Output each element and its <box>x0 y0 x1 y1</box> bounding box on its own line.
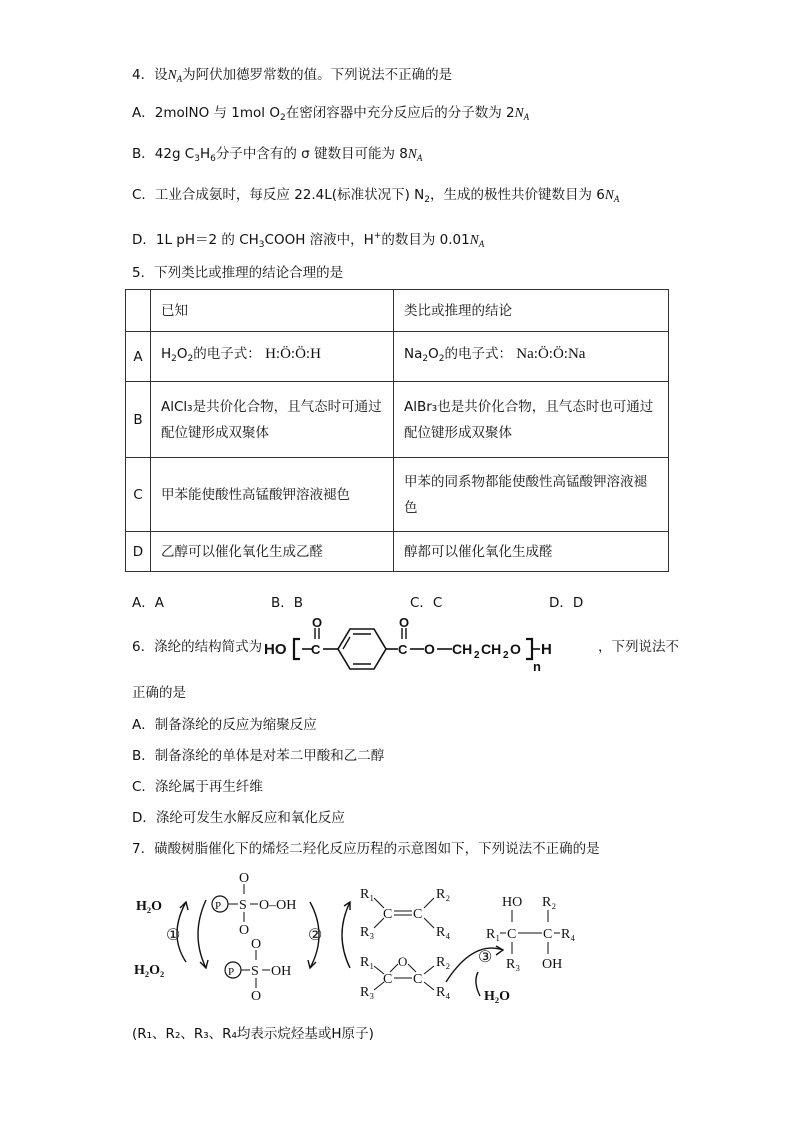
q5-table <box>125 289 669 572</box>
structure-ho: HO <box>264 641 287 658</box>
row-d-known: 乙醇可以催化氧化生成乙醛 <box>151 532 394 572</box>
svg-text:O: O <box>239 871 250 886</box>
step3-arrow <box>446 948 503 982</box>
svg-text:H: H <box>541 641 552 658</box>
svg-text:CH: CH <box>452 641 473 657</box>
q6-option-d: D．涤纶可发生水解反应和氧化反应 <box>132 810 345 826</box>
svg-text:R₃: R₃ <box>360 985 375 1000</box>
svg-text:2: 2 <box>474 650 480 661</box>
svg-text:S: S <box>251 964 259 979</box>
svg-text:C: C <box>413 972 423 987</box>
row-label: C <box>126 458 151 532</box>
svg-text:P: P <box>228 966 235 978</box>
table-row-c <box>126 458 669 532</box>
h2o2-electron-formula: H:Ö:Ö:H <box>265 346 321 362</box>
table-header-blank <box>126 290 151 332</box>
q7-footnote: (R₁、R₂、R₃、R₄均表示烷烃基或H原子) <box>132 1026 374 1042</box>
step2-arrow-right <box>342 902 350 968</box>
svg-text:O–OH: O–OH <box>259 898 297 913</box>
svg-text:R₄: R₄ <box>561 927 576 942</box>
svg-text:O: O <box>399 615 410 630</box>
svg-text:R₃: R₃ <box>506 957 521 972</box>
q4-option-a: A．2molNO 与 1mol $O_2$在密闭容器中充分反应后的分子数为 $2N_A$ <box>132 105 530 123</box>
svg-text:R₁: R₁ <box>360 955 375 970</box>
table-row-b <box>126 382 669 458</box>
q6-option-b: B．制备涤纶的单体是对苯二甲酸和乙二醇 <box>132 748 385 764</box>
dihydroxylation-mechanism-diagram <box>128 870 598 1010</box>
row-c-known: 甲苯能使酸性高锰酸钾溶液褪色 <box>151 458 394 532</box>
svg-text:S: S <box>239 898 247 913</box>
table-row-d <box>126 532 669 572</box>
svg-text:2: 2 <box>503 650 509 661</box>
left-bracket <box>294 639 300 659</box>
svg-text:R₄: R₄ <box>436 925 451 940</box>
table-header-conclusion: 类比或推理的结论 <box>394 290 669 332</box>
carbonyl-c: C <box>311 642 321 657</box>
svg-text:O: O <box>239 923 250 938</box>
svg-text:C: C <box>543 927 553 942</box>
step-3-label: ③ <box>478 949 493 966</box>
row-d-conclusion: 醇都可以催化氧化生成醛 <box>394 532 669 572</box>
svg-text:R₃: R₃ <box>360 925 375 940</box>
q6-stem-post: ，下列说法不 <box>598 639 679 655</box>
svg-text:R₁: R₁ <box>360 887 375 902</box>
q7-stem: 7．磺酸树脂催化下的烯烃二羟化反应历程的示意图如下，下列说法不正确的是 <box>132 841 600 857</box>
h2o-bottom-label: H₂O <box>484 989 510 1004</box>
benzene-ring <box>338 629 386 669</box>
table-header-row <box>126 290 669 332</box>
q5-option-b: B．B <box>271 595 304 611</box>
h2o-label: H₂O <box>136 899 162 914</box>
svg-text:O: O <box>312 615 323 630</box>
q5-stem: 5．下列类比或推理的结论合理的是 <box>132 265 344 281</box>
q5-option-c: C．C <box>410 595 443 611</box>
svg-text:R₂: R₂ <box>436 887 451 902</box>
svg-text:O: O <box>251 989 262 1004</box>
svg-text:n: n <box>533 659 541 674</box>
svg-text:CH: CH <box>481 641 502 657</box>
q6-option-a: A．制备涤纶的反应为缩聚反应 <box>132 717 317 733</box>
svg-text:OH: OH <box>542 957 563 972</box>
svg-text:O: O <box>251 937 262 952</box>
row-b-conclusion: AlBr₃也是共价化合物，且气态时也可通过配位键形成双聚体 <box>394 382 669 458</box>
h2o2-label: H₂O₂ <box>134 963 165 978</box>
svg-text:P: P <box>215 900 222 912</box>
row-c-conclusion: 甲苯的同系物都能使酸性高锰酸钾溶液褪色 <box>394 458 669 532</box>
q6-stem-cont: 正确的是 <box>132 685 186 701</box>
svg-text:C: C <box>383 972 393 987</box>
table-header-known: 已知 <box>151 290 394 332</box>
q4-option-c: C．工业合成氨时，每反应 22.4L(标准状况下) $N_2$，生成的极性共价键数目为 $6N_A$ <box>132 187 620 205</box>
svg-text:R₄: R₄ <box>436 985 451 1000</box>
row-label: D <box>126 532 151 572</box>
step-1-label: ① <box>166 927 181 944</box>
svg-text:OH: OH <box>271 964 292 979</box>
row-label: B <box>126 382 151 458</box>
svg-text:R₂: R₂ <box>436 955 451 970</box>
svg-text:C: C <box>507 927 517 942</box>
svg-text:R₁: R₁ <box>486 927 501 942</box>
row-a-known: $H_2O_2$的电子式： H:Ö:Ö:H <box>151 332 394 382</box>
cycle-arrow-right <box>198 900 206 968</box>
right-bracket <box>526 639 532 659</box>
svg-text:R₂: R₂ <box>542 895 557 910</box>
q6-option-c: C．涤纶属于再生纤维 <box>132 779 263 795</box>
q5-option-d: D．D <box>549 595 584 611</box>
na2o2-electron-formula: Na:Ö:Ö:Na <box>516 346 586 362</box>
svg-text:O: O <box>398 954 408 969</box>
svg-text:C: C <box>398 642 408 657</box>
row-a-conclusion: $Na_2O_2$的电子式： Na:Ö:Ö:Na <box>394 332 669 382</box>
polyester-structure <box>262 615 602 675</box>
q5-option-a: A．A <box>132 595 164 611</box>
row-b-known: AlCl₃是共价化合物，且气态时可通过配位键形成双聚体 <box>151 382 394 458</box>
svg-text:O: O <box>510 641 521 657</box>
q4-stem: 4．设$N_A$为阿伏加德罗常数的值。下列说法不正确的是 <box>132 67 453 84</box>
q4-option-d: D．1L pH＝2 的 $CH_3COOH$ 溶液中，H+的数目为 $0.01N_A$ <box>132 231 485 250</box>
svg-text:O: O <box>424 641 435 657</box>
table-row-a <box>126 332 669 382</box>
svg-text:C: C <box>383 907 393 922</box>
svg-text:C: C <box>413 907 423 922</box>
q4-option-b: B．42g $C_3H_6$分子中含有的 σ 键数目可能为 $8N_A$ <box>132 146 423 164</box>
step-2-label: ② <box>308 927 323 944</box>
svg-text:HO: HO <box>502 895 523 910</box>
q6-stem-pre: 6．涤纶的结构简式为 <box>132 639 263 655</box>
row-label: A <box>126 332 151 382</box>
